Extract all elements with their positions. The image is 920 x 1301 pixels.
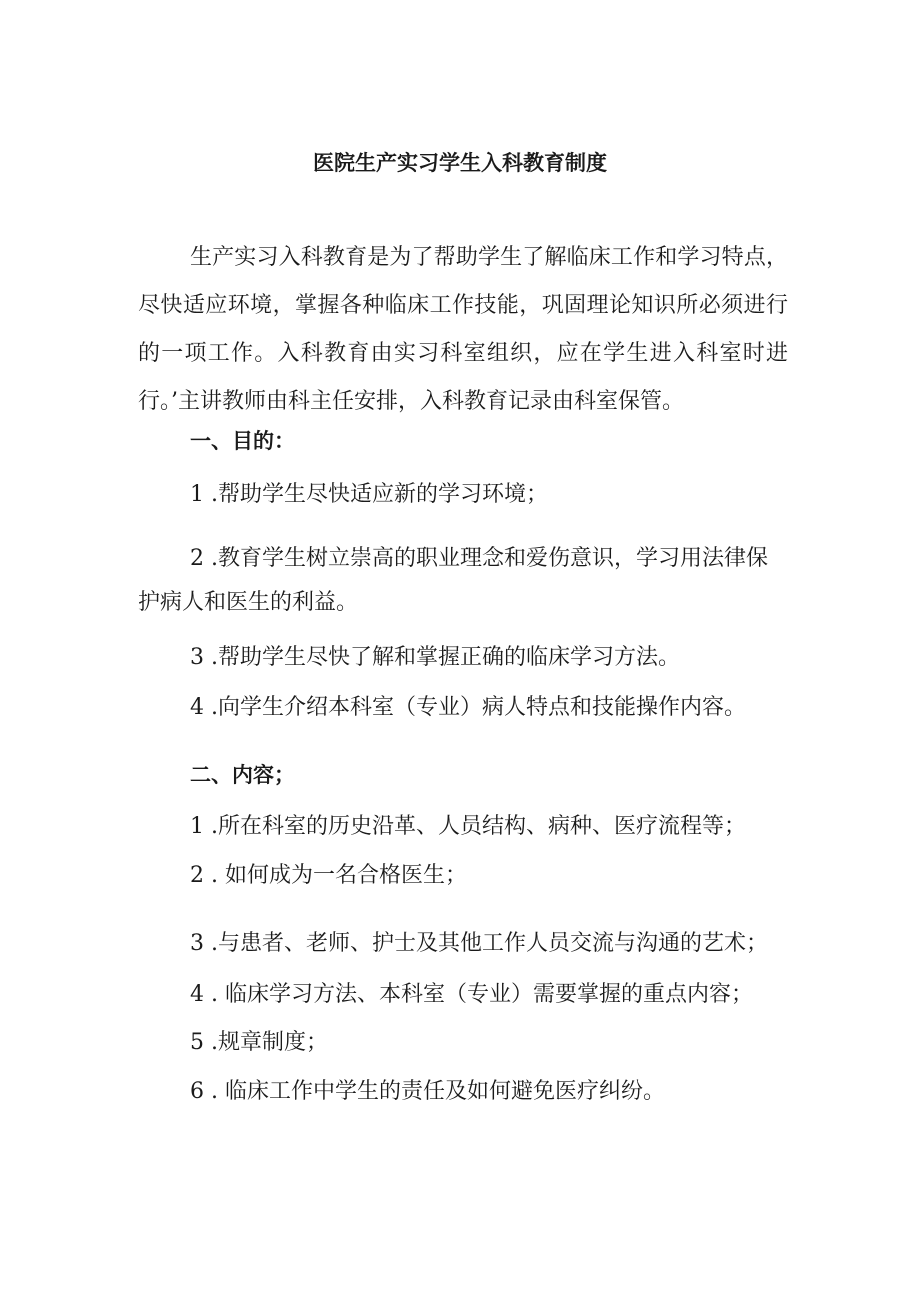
purpose-item-1: 1 .帮助学生尽快适应新的学习环境； xyxy=(190,482,548,507)
purpose-item-2: 2 .教育学生树立崇高的职业理念和爱伤意识，学习用法律保护病人和医生的利益。 xyxy=(138,546,768,615)
content-item-2: 2 . 如何成为一名合格医生； xyxy=(190,863,467,888)
content-item-3: 3 .与患者、老师、护士及其他工作人员交流与沟通的艺术； xyxy=(190,931,768,956)
section-heading-purpose: 一、目的： xyxy=(190,428,295,453)
purpose-item-4: 4 .向学生介绍本科室（专业）病人特点和技能操作内容。 xyxy=(190,695,746,720)
document-title: 医院生产实习学生入科教育制度 xyxy=(313,150,607,175)
content-item-4: 4 . 临床学习方法、本科室（专业）需要掌握的重点内容； xyxy=(190,982,753,1007)
content-item-1: 1 .所在科室的历史沿革、人员结构、病种、医疗流程等； xyxy=(190,814,746,839)
content-item-6: 6 . 临床工作中学生的责任及如何避免医疗纠纷。 xyxy=(190,1079,665,1104)
content-item-5: 5 .规章制度； xyxy=(190,1030,328,1055)
section-heading-content: 二、内容； xyxy=(190,762,295,787)
intro-paragraph: 生产实习入科教育是为了帮助学生了解临床工作和学习特点，尽快适应环境，掌握各种临床工作技能，巩固理论知识所必须进行的一项工作。入科教育由实习科室组织，应在学生进入科室时进行。’主讲教师由科主任安排，入科教育记录由科室保管。 xyxy=(138,245,788,414)
purpose-item-3: 3 .帮助学生尽快了解和掌握正确的临床学习方法。 xyxy=(190,645,680,670)
